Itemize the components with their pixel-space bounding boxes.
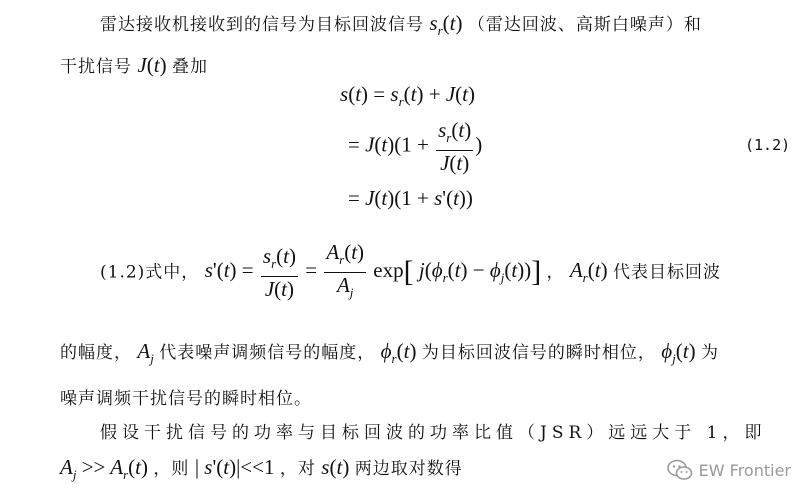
para3-line2	[60, 454, 463, 483]
equation-number: (1.2)	[745, 136, 791, 154]
math-s-t: s(t)	[321, 455, 350, 479]
math-sprime-def: s'(t) = $\frac{s_r(t)}{J(t)}$ = $\frac{A_r(t)}{A_j}$ exp[ $j(\phi_r(t) - \phi_j(t))$]	[204, 240, 542, 301]
para1-line2	[60, 52, 208, 78]
equation-line1: $s(t) = s_r(t) + J(t)$	[340, 82, 475, 109]
para2-line3: 噪声调频干扰信号的瞬时相位。	[60, 389, 312, 409]
fraction-sr-over-J: $\frac{s_r(t)}{J(t)}$	[438, 118, 472, 175]
para1-paren: （雷达回波、高斯白噪声）和	[467, 15, 702, 35]
para2-line2	[60, 338, 719, 367]
math-Aj: $A_j$	[137, 339, 154, 366]
para2-l2-start: 的幅度，	[60, 343, 132, 363]
para2-desc3: 为目标回波信号的瞬时相位，	[421, 343, 656, 363]
para3-then: ，则	[153, 459, 190, 479]
watermark	[667, 459, 791, 481]
math-J-t: J(t)	[137, 53, 167, 77]
math-phi-r: $\phi_r(t)$	[380, 339, 417, 366]
para3-for: ，对	[279, 459, 316, 479]
equation-line2: = J(t)(1 + $\frac{s_r(t)}{J(t)}$ )	[348, 118, 483, 175]
para3-line1: 假设干扰信号的功率与目标回波的功率比值（JSR）远远大于 1，即	[100, 423, 767, 443]
math-abs-sprime: | s'(t)|<<1	[194, 455, 275, 479]
para2-desc4: 为	[701, 343, 720, 363]
para1-line1	[100, 10, 702, 39]
para1-text3: 叠加	[171, 57, 208, 77]
para3-log: 两边取对数得	[354, 459, 463, 479]
wechat-icon	[667, 459, 693, 481]
para1-text2: 干扰信号	[60, 57, 132, 77]
equation-line3: = J(t)(1 + s'(t))	[348, 186, 473, 210]
math-Ar-t: $A_r(t)$	[569, 258, 608, 286]
para2-comma: ，	[546, 262, 565, 283]
para1-text: 雷达接收机接收到的信号为目标回波信号	[100, 15, 424, 35]
math-sr-t: $s_r(t)$	[429, 11, 463, 38]
para2-line1	[100, 240, 721, 305]
watermark-text: EW Frontier	[698, 460, 791, 480]
para2-lead: (1.2)式中，	[100, 262, 200, 283]
para2-desc2: 代表噪声调频信号的幅度，	[159, 343, 376, 363]
math-phi-j: $\phi_j(t)$	[661, 339, 696, 366]
math-Aj-gg-Ar: $A_j >> A_r(t)$	[60, 455, 148, 482]
para2-desc1: 代表目标回波	[612, 262, 721, 283]
